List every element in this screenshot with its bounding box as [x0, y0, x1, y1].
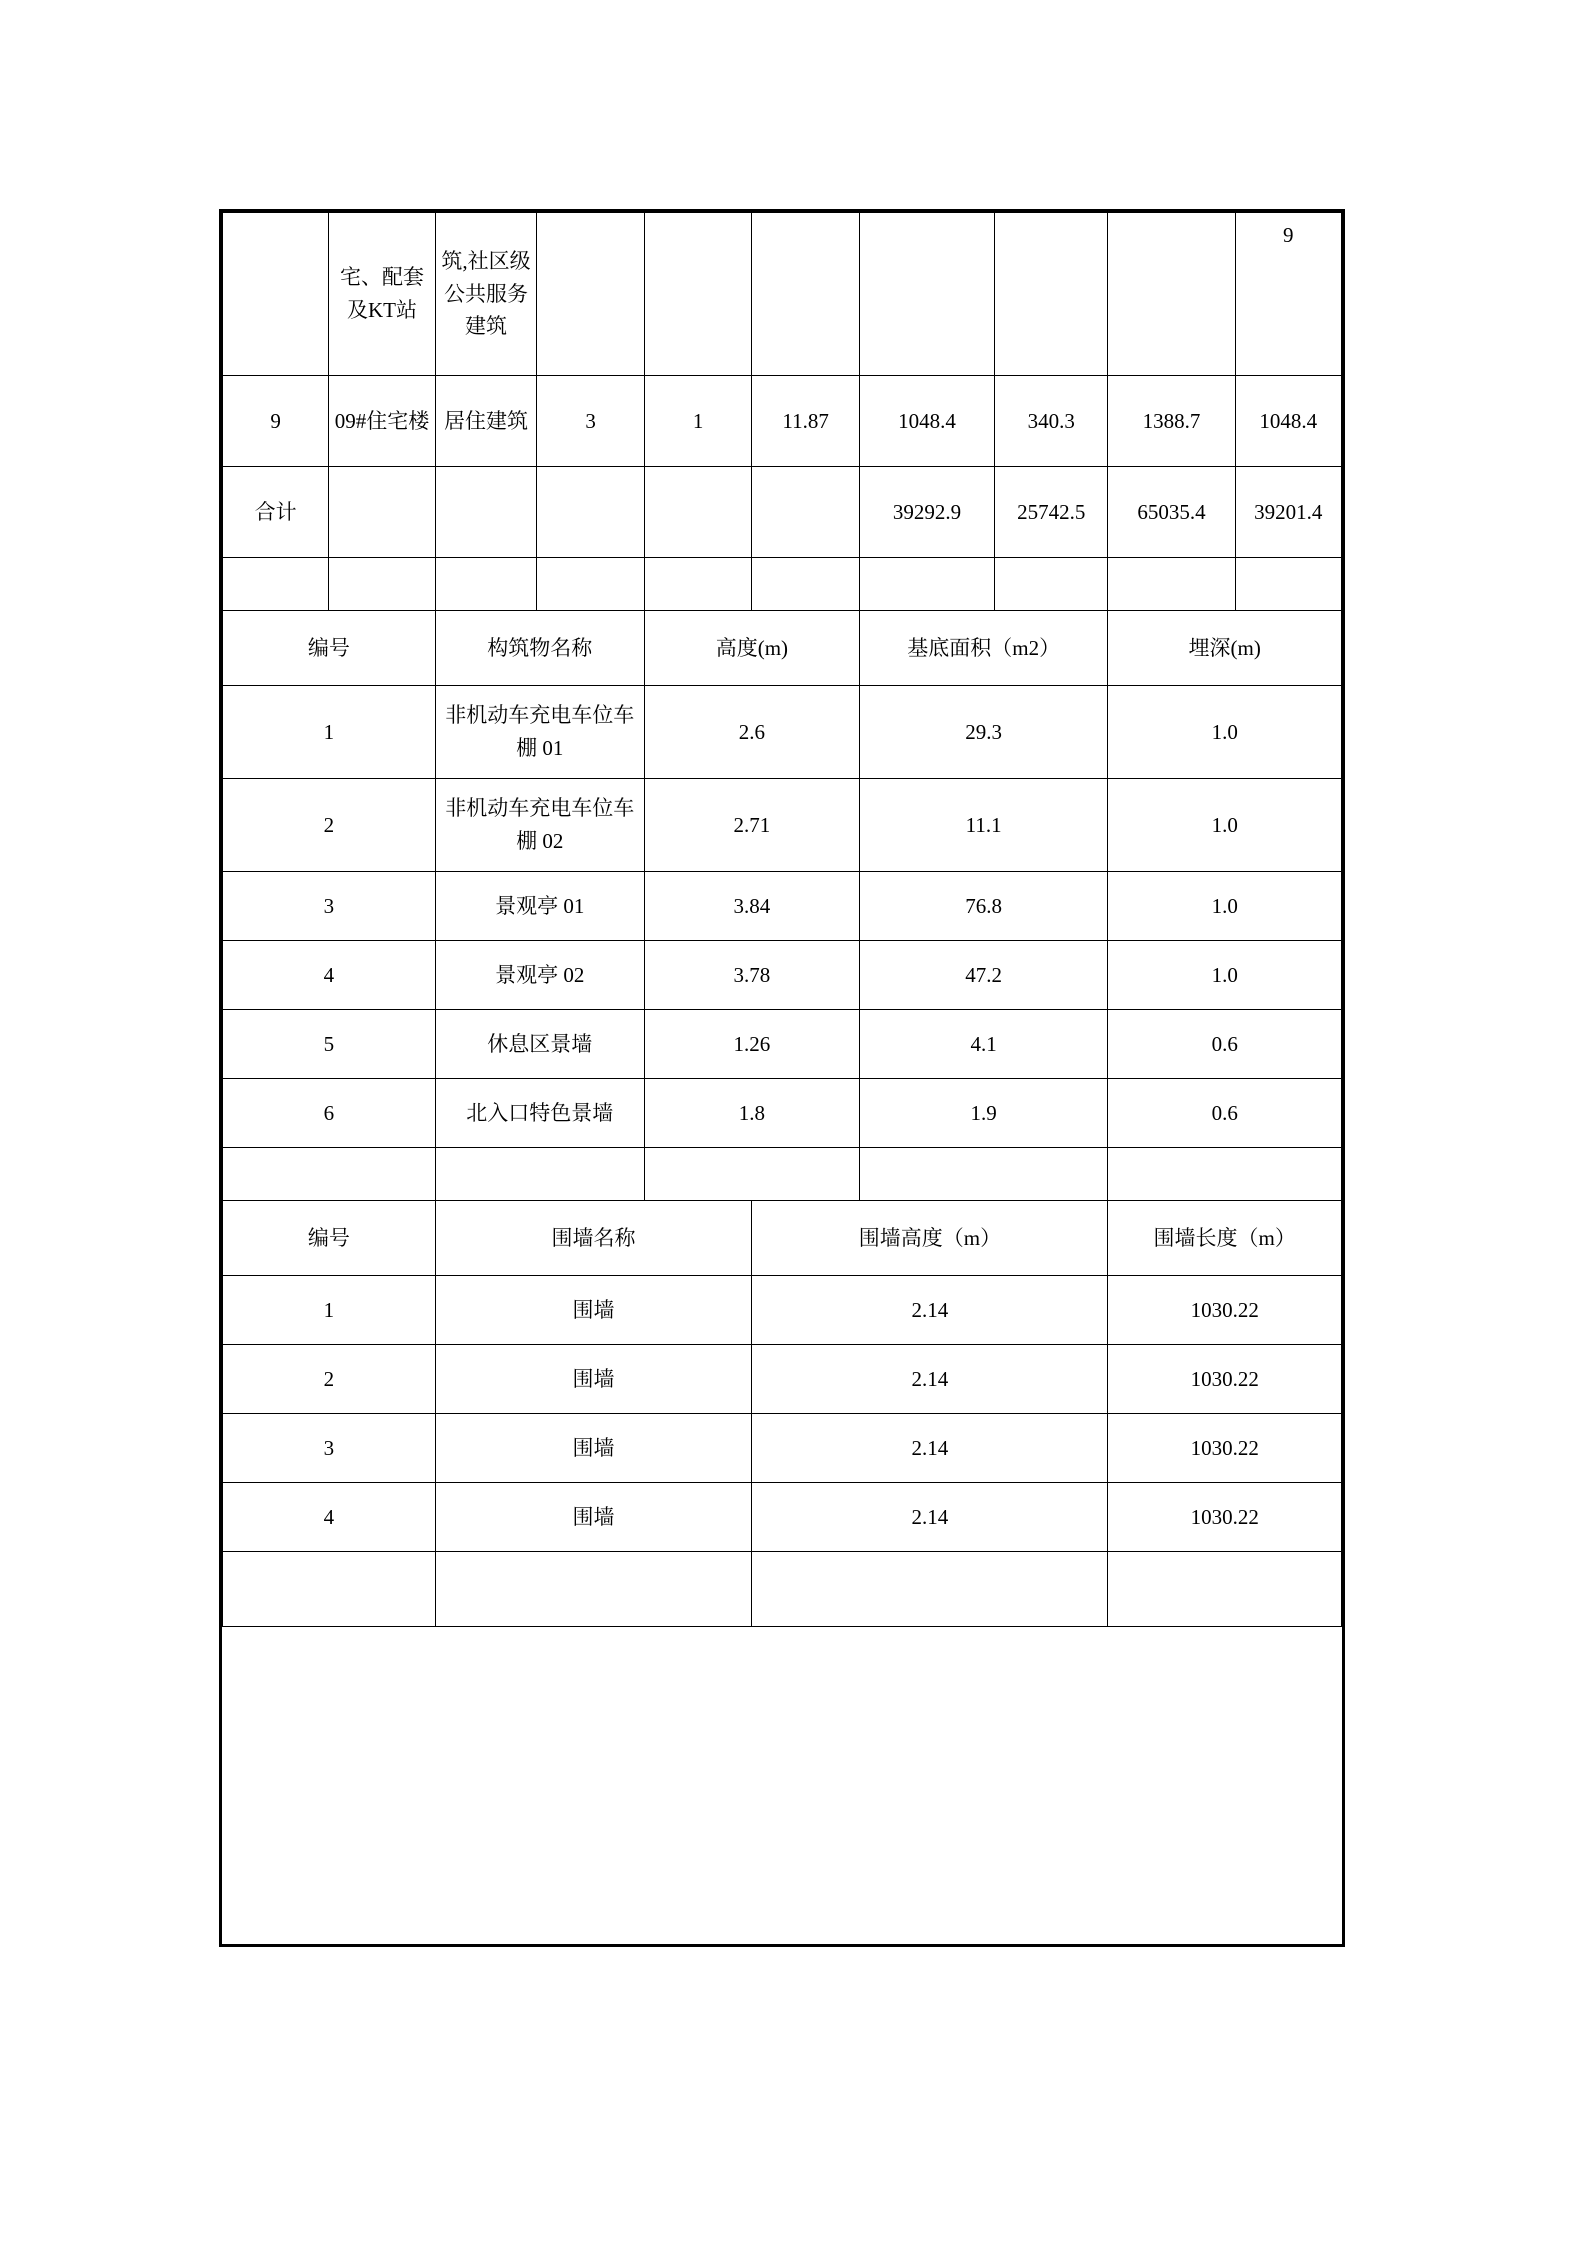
cell — [644, 213, 752, 376]
cell — [537, 213, 645, 376]
cell: 休息区景墙 — [435, 1010, 644, 1079]
cell: 39201.4 — [1235, 467, 1341, 558]
cell: 围墙 — [435, 1483, 752, 1552]
cell — [223, 1552, 436, 1627]
cell: 4.1 — [859, 1010, 1108, 1079]
cell: 3.78 — [644, 941, 859, 1010]
cell: 47.2 — [859, 941, 1108, 1010]
cell: 合计 — [223, 467, 329, 558]
cell: 11.1 — [859, 779, 1108, 872]
cell: 围墙 — [435, 1414, 752, 1483]
wall-table-header — [223, 1201, 1342, 1276]
cell — [435, 558, 537, 611]
header-cell-depth: 埋深(m) — [1108, 611, 1342, 686]
cell — [329, 467, 435, 558]
cell: 1.0 — [1108, 872, 1342, 941]
cell: 1.0 — [1108, 686, 1342, 779]
cell: 65035.4 — [1108, 467, 1235, 558]
cell: 1 — [223, 1276, 436, 1345]
table-row-total — [223, 467, 1342, 558]
cell — [435, 1552, 752, 1627]
cell — [1108, 558, 1235, 611]
cell: 3 — [223, 872, 436, 941]
cell — [537, 558, 645, 611]
cell — [752, 558, 860, 611]
cell: 76.8 — [859, 872, 1108, 941]
table-row — [223, 1345, 1342, 1414]
cell: 4 — [223, 941, 436, 1010]
cell: 2.14 — [752, 1483, 1108, 1552]
cell: 1 — [644, 376, 752, 467]
cell: 1.9 — [859, 1079, 1108, 1148]
table-row — [223, 686, 1342, 779]
cell: 09#住宅楼 — [329, 376, 435, 467]
header-cell-area: 基底面积（m2） — [859, 611, 1108, 686]
cell: 0.6 — [1108, 1010, 1342, 1079]
cell: 1.0 — [1108, 779, 1342, 872]
cell: 25742.5 — [995, 467, 1108, 558]
cell — [1108, 1148, 1342, 1201]
cell: 1048.4 — [859, 376, 994, 467]
cell: 1030.22 — [1108, 1276, 1342, 1345]
cell — [223, 1148, 436, 1201]
cell: 4 — [223, 1483, 436, 1552]
cell — [435, 1148, 644, 1201]
cell: 3 — [537, 376, 645, 467]
structure-table-header — [223, 611, 1342, 686]
cell: 景观亭 01 — [435, 872, 644, 941]
cell — [752, 1552, 1108, 1627]
table-row — [223, 1483, 1342, 1552]
table-row — [223, 1010, 1342, 1079]
specification-table — [222, 212, 1342, 1627]
cell — [859, 213, 994, 376]
cell — [995, 558, 1108, 611]
cell: 2.71 — [644, 779, 859, 872]
table-row-blank — [223, 1552, 1342, 1627]
cell: 1048.4 — [1235, 376, 1341, 467]
cell: 1030.22 — [1108, 1414, 1342, 1483]
header-cell-wall-name: 围墙名称 — [435, 1201, 752, 1276]
cell — [859, 1148, 1108, 1201]
cell: 3.84 — [644, 872, 859, 941]
cell — [1235, 558, 1341, 611]
cell — [644, 467, 752, 558]
cell: 9 — [223, 376, 329, 467]
header-cell-number: 编号 — [223, 1201, 436, 1276]
table-row-blank — [223, 1148, 1342, 1201]
header-cell-name: 构筑物名称 — [435, 611, 644, 686]
cell — [995, 213, 1108, 376]
cell — [435, 467, 537, 558]
cell — [859, 558, 994, 611]
cell: 29.3 — [859, 686, 1108, 779]
cell: 1 — [223, 686, 436, 779]
cell — [644, 1148, 859, 1201]
cell — [752, 467, 860, 558]
header-cell-height: 高度(m) — [644, 611, 859, 686]
cell: 3 — [223, 1414, 436, 1483]
cell: 围墙 — [435, 1345, 752, 1414]
cell: 1388.7 — [1108, 376, 1235, 467]
table-row — [223, 1414, 1342, 1483]
cell: 围墙 — [435, 1276, 752, 1345]
cell: 2 — [223, 779, 436, 872]
table-row — [223, 213, 1342, 376]
cell: 居住建筑 — [435, 376, 537, 467]
cell: 2.14 — [752, 1345, 1108, 1414]
table-row — [223, 1079, 1342, 1148]
header-cell-wall-length: 围墙长度（m） — [1108, 1201, 1342, 1276]
cell: 1.0 — [1108, 941, 1342, 1010]
cell: 非机动车充电车位车棚 02 — [435, 779, 644, 872]
cell — [537, 467, 645, 558]
cell: 非机动车充电车位车棚 01 — [435, 686, 644, 779]
cell: 2.6 — [644, 686, 859, 779]
table-row — [223, 376, 1342, 467]
cell — [223, 558, 329, 611]
cell — [752, 213, 860, 376]
cell — [329, 558, 435, 611]
table-row — [223, 1276, 1342, 1345]
cell: 9 — [1235, 213, 1341, 376]
cell: 0.6 — [1108, 1079, 1342, 1148]
cell: 景观亭 02 — [435, 941, 644, 1010]
cell — [644, 558, 752, 611]
cell — [223, 213, 329, 376]
cell: 340.3 — [995, 376, 1108, 467]
cell: 宅、配套及KT站 — [329, 213, 435, 376]
cell: 北入口特色景墙 — [435, 1079, 644, 1148]
cell — [1108, 213, 1235, 376]
cell: 2.14 — [752, 1414, 1108, 1483]
cell: 1.8 — [644, 1079, 859, 1148]
cell: 筑,社区级公共服务建筑 — [435, 213, 537, 376]
cell: 2 — [223, 1345, 436, 1414]
table-row — [223, 941, 1342, 1010]
table-row-blank — [223, 558, 1342, 611]
cell: 1.26 — [644, 1010, 859, 1079]
cell: 2.14 — [752, 1276, 1108, 1345]
table-row — [223, 872, 1342, 941]
cell: 39292.9 — [859, 467, 994, 558]
cell: 1030.22 — [1108, 1345, 1342, 1414]
header-cell-number: 编号 — [223, 611, 436, 686]
header-cell-wall-height: 围墙高度（m） — [752, 1201, 1108, 1276]
cell: 11.87 — [752, 376, 860, 467]
cell — [1108, 1552, 1342, 1627]
table-row — [223, 779, 1342, 872]
cell: 5 — [223, 1010, 436, 1079]
cell: 1030.22 — [1108, 1483, 1342, 1552]
cell: 6 — [223, 1079, 436, 1148]
